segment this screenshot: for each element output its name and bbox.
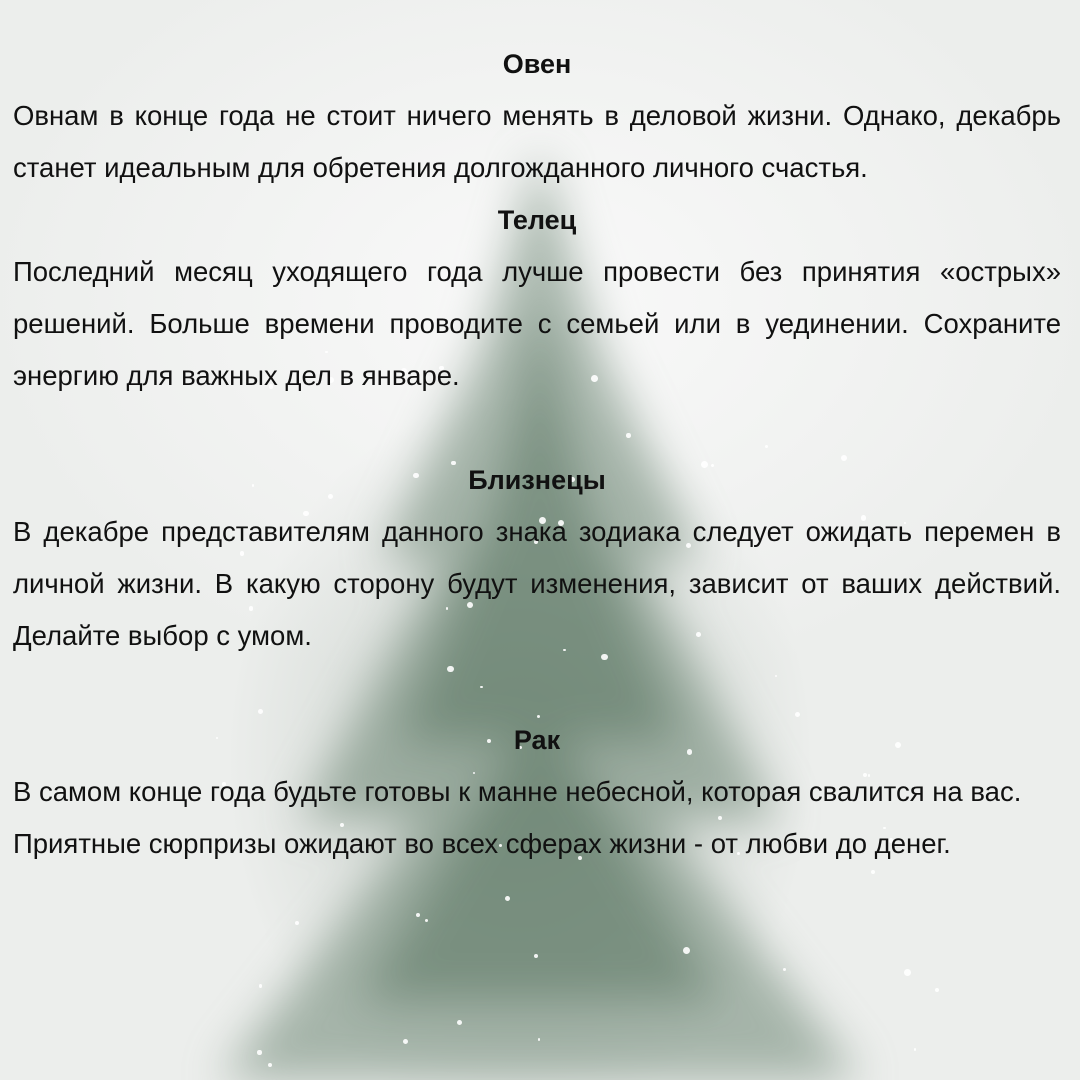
section-title-cancer: Рак (513, 725, 561, 755)
section-text-gemini: В декабре представителям данного знака зодиака следует ожидать перемен в личной жизни. В какую сторону будут изменения, зависит от ваших действий. Делайте выбор с умом. (13, 516, 1061, 651)
snowflake (914, 1048, 916, 1050)
section-text-taurus: Последний месяц уходящего года лучше провести без принятия «острых» решений. Больше времени проводите с семьей или в уединении. Сохраните энергию для важных дел в январе. (13, 256, 1061, 391)
horoscope-text (13, 38, 1061, 870)
spacer (13, 662, 1061, 714)
section-title-taurus: Телец (497, 205, 577, 235)
spacer (13, 402, 1061, 454)
snowflake (534, 954, 538, 958)
snowflake (871, 870, 875, 874)
snowflake (416, 913, 420, 917)
section-text-aries: Овнам в конце года не стоит ничего менять в деловой жизни. Однако, декабрь станет идеальным для обретения долгожданного личного счастья. (13, 100, 1061, 183)
section-text-cancer: В самом конце года будьте готовы к манне небесной, которая свалится на вас. Приятные сюрпризы ожидают во всех сферах жизни - от любви до денег. (13, 776, 1022, 859)
section-title-aries: Овен (502, 49, 572, 79)
snowflake (538, 1038, 541, 1041)
snowflake (683, 947, 690, 954)
section-title-gemini: Близнецы (468, 465, 606, 495)
snowflake (257, 1050, 261, 1054)
